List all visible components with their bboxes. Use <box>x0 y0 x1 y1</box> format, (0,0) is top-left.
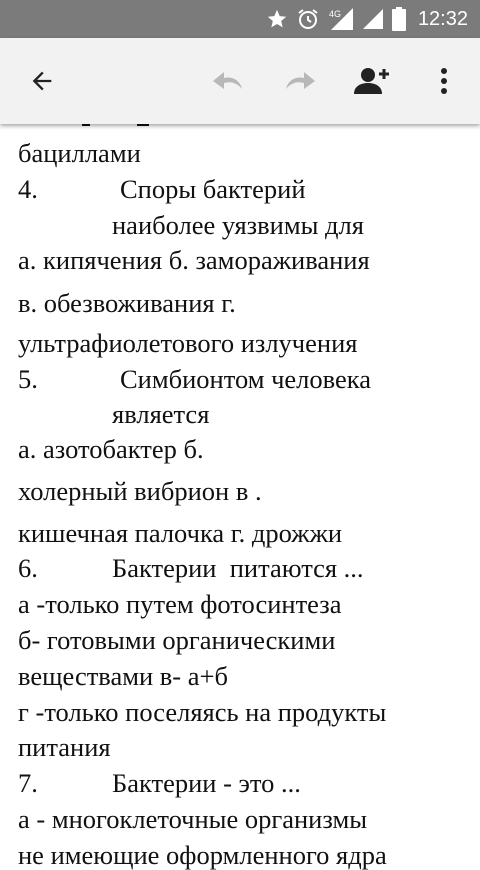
document-line: кишечная палочка г. дрожжи <box>18 518 343 548</box>
document-line: б- готовыми органическими <box>18 625 336 655</box>
document-line: Симбионтом человека <box>120 364 372 394</box>
undo-button[interactable] <box>206 59 250 103</box>
document-line: питания <box>18 732 111 762</box>
network-4g-icon <box>328 7 354 31</box>
document-line: а. азотобактер б. <box>18 434 204 464</box>
document-line: является <box>112 399 210 429</box>
signal-icon <box>362 8 384 30</box>
clock: 12:32 <box>417 7 468 30</box>
document-line: наиболее уязвимы для <box>112 210 364 240</box>
back-arrow-icon <box>28 67 56 95</box>
question-number: 6. <box>18 553 38 583</box>
back-button[interactable] <box>20 59 64 103</box>
network-type-label: 4G <box>328 9 341 19</box>
document-line: Бактерии - это ... <box>112 768 301 798</box>
document-line: бациллами <box>18 138 141 168</box>
question-number: 5. <box>18 364 38 394</box>
document-line: не имеющие оформленного ядра <box>18 840 387 870</box>
question-number: 4. <box>18 174 38 204</box>
status-bar <box>0 0 480 38</box>
redo-button[interactable] <box>278 59 322 103</box>
document-line: веществами в- а+б <box>18 661 228 691</box>
more-options-button[interactable] <box>422 59 466 103</box>
document-line: а -только путем фотосинтеза <box>18 589 342 619</box>
battery-icon <box>392 7 406 31</box>
editor-toolbar <box>0 38 480 124</box>
undo-icon <box>210 67 246 95</box>
add-person-button[interactable] <box>350 59 394 103</box>
more-vert-icon <box>440 67 448 95</box>
document-line: Споры бактерий <box>120 174 306 204</box>
document-line: а - многоклеточные организмы <box>18 804 368 834</box>
star-icon <box>266 8 288 30</box>
document-line: холерный вибрион в . <box>18 476 262 506</box>
redo-icon <box>282 67 318 95</box>
add-person-icon <box>353 66 391 96</box>
question-number: 7. <box>18 768 38 798</box>
document-line: в. обезвоживания г. <box>18 288 236 318</box>
document-line: а. кипячения б. замораживания <box>18 245 370 275</box>
document-line: ультрафиолетового излучения <box>18 328 358 358</box>
document-body[interactable] <box>0 124 480 870</box>
alarm-icon <box>296 7 320 31</box>
document-line: Бактерии питаются ... <box>112 553 364 583</box>
document-line: г -только поселяясь на продукты <box>18 697 387 727</box>
